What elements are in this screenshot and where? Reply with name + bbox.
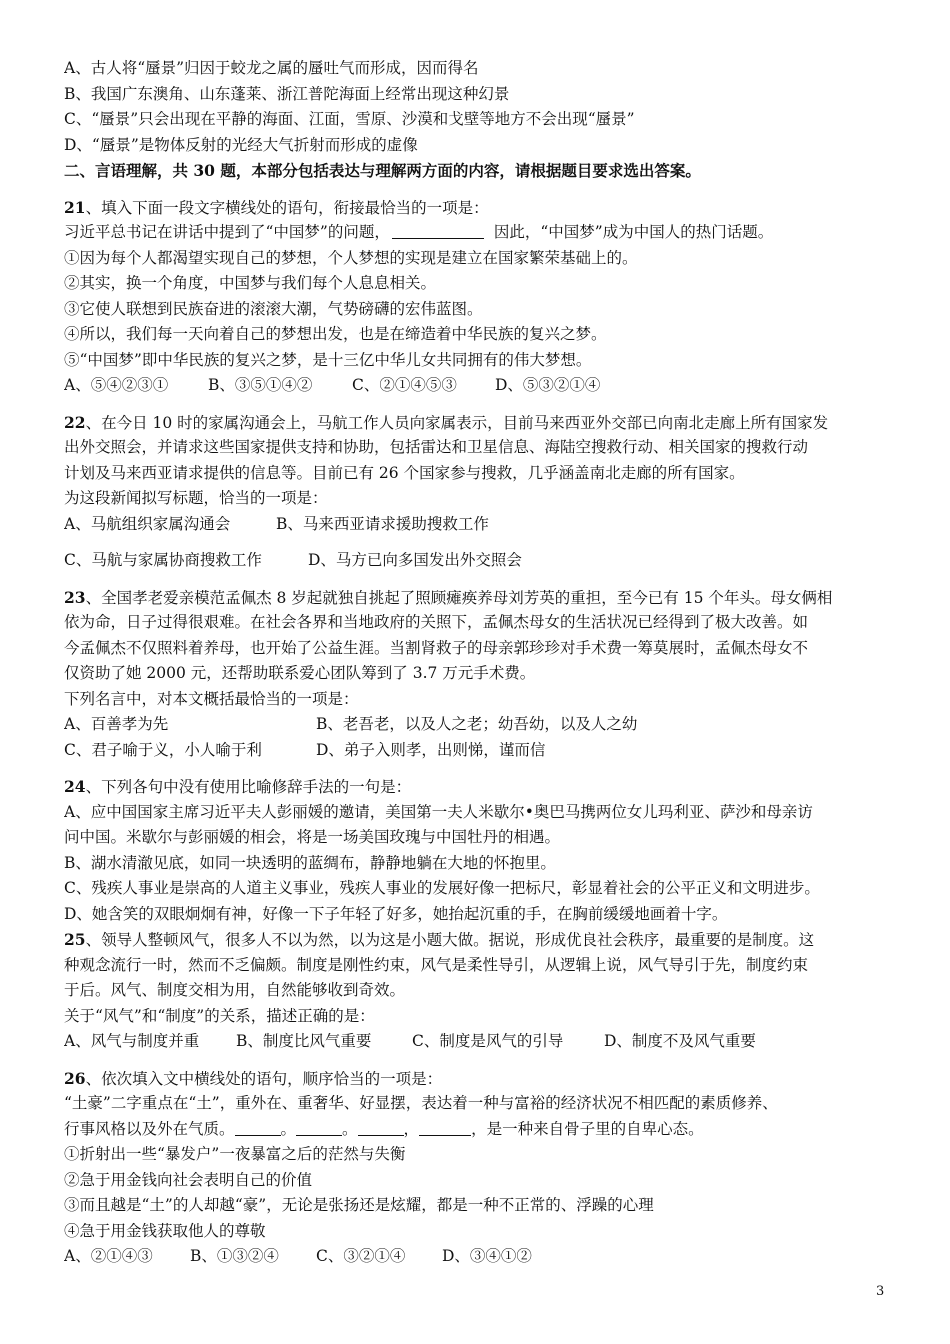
q24-option-c: C、残疾人事业是崇高的人道主义事业，残疾人事业的发展好像一把标尺，彰显着社会的公平正义和文明进步。 bbox=[64, 879, 820, 897]
q26-options bbox=[64, 1244, 894, 1270]
q20-option-a: A、古人将“蜃景”归因于蛟龙之属的蜃吐气而形成，因而得名 bbox=[64, 59, 479, 77]
q21-blank bbox=[392, 221, 484, 239]
q21-item: ⑤“中国梦”即中华民族的复兴之梦，是十三亿中华儿女共同拥有的伟大梦想。 bbox=[64, 350, 592, 369]
q26-stem: 26、依次填入文中横线处的语句，顺序恰当的一项是： bbox=[64, 1068, 443, 1088]
q25-stem: 25、领导人整顿风气，很多人不以为然，以为这是小题大做。据说，形成优良社会秩序，最重要的是制度。这 bbox=[64, 930, 815, 949]
q26-blank-2 bbox=[296, 1118, 342, 1136]
q26-option-d: D、③④①② bbox=[442, 1247, 532, 1265]
q22-number: 22 bbox=[64, 412, 86, 432]
q26-blank-1 bbox=[235, 1118, 281, 1136]
q23-option-d: D、弟子入则孝，出则悌，谨而信 bbox=[316, 740, 546, 759]
q22-options-row1 bbox=[64, 512, 894, 538]
q21-text: 习近平总书记在讲话中提到了“中国梦”的问题， 因此，“中国梦”成为中国人的热门话题。 bbox=[64, 223, 774, 241]
q25-number: 25 bbox=[64, 930, 86, 949]
section-heading: 二、言语理解，共 30 题，本部分包括表达与理解两方面的内容，请根据题目要求选出答案。 bbox=[64, 161, 701, 180]
q21-item: ①因为每个人都渴望实现自己的梦想，个人梦想的实现是建立在国家繁荣基础上的。 bbox=[64, 248, 638, 267]
q21-item: ②其实，换一个角度，中国梦与我们每个人息息相关。 bbox=[64, 274, 437, 292]
q23-options-row2 bbox=[64, 738, 894, 764]
q25-option-b: B、制度比风气重要 bbox=[236, 1032, 372, 1050]
q22-option-c: C、马航与家属协商搜救工作 bbox=[64, 551, 262, 569]
q21-options bbox=[64, 373, 894, 399]
q26-number: 26 bbox=[64, 1068, 86, 1088]
q25-option-d: D、制度不及风气重要 bbox=[604, 1032, 756, 1050]
q21-option-b: B、③⑤①④② bbox=[208, 376, 313, 394]
q21-option-c: C、②①④⑤③ bbox=[352, 376, 457, 394]
q20-option-c: C、“蜃景”只会出现在平静的海面、江面，雪原、沙漠和戈壁等地方不会出现“蜃景” bbox=[64, 110, 635, 128]
q21-option-d: D、⑤③②①④ bbox=[495, 376, 601, 394]
q23-line: 今孟佩杰不仅照料着养母，也开始了公益生涯。当割肾救子的母亲郭珍珍对手术费一筹莫展时，孟佩杰母女不 bbox=[64, 638, 809, 657]
q25-line: 关于“风气”和“制度”的关系，描述正确的是： bbox=[64, 1006, 375, 1025]
q25-options bbox=[64, 1029, 894, 1055]
q22-option-d: D、马方已向多国发出外交照会 bbox=[308, 551, 522, 569]
q23-number: 23 bbox=[64, 587, 86, 607]
q25-line: 种观念流行一时，然而不乏偏颇。制度是刚性约束，风气是柔性导引，从逻辑上说，风气导引于先，制度约束 bbox=[64, 955, 809, 974]
q23-option-b: B、老吾老，以及人之老；幼吾幼，以及人之幼 bbox=[316, 715, 638, 733]
q26-line-blanks: 行事风格以及外在气质。 。 。 ， ，是一种来自骨子里的自卑心态。 bbox=[64, 1119, 704, 1138]
q23-stem: 23、全国孝老爱亲模范孟佩杰 8 岁起就独自挑起了照顾瘫痪养母刘芳英的重担，至今已有 15 个年头。母女俩相 bbox=[64, 587, 833, 607]
q23-line: 依为命，日子过得很艰难。在社会各界和当地政府的关照下，孟佩杰母女的生活状况已经得到了极大改善。如 bbox=[64, 613, 809, 631]
q26-blank-3 bbox=[358, 1118, 404, 1136]
q22-option-b: B、马来西亚请求援助搜救工作 bbox=[276, 514, 489, 533]
q26-item: ①折射出一些“暴发户”一夜暴富之后的茫然与失衡 bbox=[64, 1145, 406, 1163]
q22-options-row2 bbox=[64, 548, 894, 574]
q21-number: 21 bbox=[64, 197, 86, 217]
q26-item: ②急于用金钱向社会表明自己的价值 bbox=[64, 1170, 313, 1189]
q26-option-b: B、①③②④ bbox=[190, 1247, 279, 1265]
q22-line: 出外交照会，并请求这些国家提供支持和协助，包括雷达和卫星信息、海陆空搜救行动、相关国家的搜救行动 bbox=[64, 438, 809, 456]
q25-option-a: A、风气与制度并重 bbox=[64, 1032, 200, 1050]
page-number: 3 bbox=[876, 1284, 885, 1299]
q26-option-c: C、③②①④ bbox=[316, 1247, 406, 1265]
q26-line: “土豪”二字重点在“土”，重外在、重奢华、好显摆，表达着一种与富裕的经济状况不相匹配的素质修养、 bbox=[64, 1094, 778, 1112]
q24-option-d: D、她含笑的双眼炯炯有神，好像一下子年轻了好多，她抬起沉重的手，在胸前缓缓地画着十字。 bbox=[64, 904, 728, 923]
q24-option-a-cont: 问中国。米歇尔与彭丽媛的相会，将是一场美国玫瑰与中国牡丹的相遇。 bbox=[64, 828, 561, 846]
q22-option-a: A、马航组织家属沟通会 bbox=[64, 514, 231, 533]
q22-line: 计划及马来西亚请求提供的信息等。目前已有 26 个国家参与搜救，几乎涵盖南北走廊的所有国家。 bbox=[64, 463, 745, 482]
q24-option-a: A、应中国国家主席习近平夫人彭丽媛的邀请，美国第一夫人米歇尔•奥巴马携两位女儿玛利亚、萨沙和母亲访 bbox=[64, 802, 813, 821]
q26-blank-4 bbox=[419, 1118, 471, 1136]
q26-item: ④急于用金钱获取他人的尊敬 bbox=[64, 1221, 266, 1240]
q26-option-a: A、②①④③ bbox=[64, 1247, 153, 1265]
q21-item: ④所以，我们每一天向着自己的梦想出发，也是在缔造着中华民族的复兴之梦。 bbox=[64, 325, 607, 343]
q23-line: 下列名言中，对本文概括最恰当的一项是： bbox=[64, 689, 359, 708]
q25-option-c: C、制度是风气的引导 bbox=[412, 1032, 564, 1050]
q26-item: ③而且越是“土”的人却越“豪”，无论是张扬还是炫耀，都是一种不正常的、浮躁的心理 bbox=[64, 1196, 654, 1214]
q24-stem: 24、下列各句中没有使用比喻修辞手法的一句是： bbox=[64, 777, 412, 796]
q23-option-a: A、百善孝为先 bbox=[64, 715, 169, 733]
q21-option-a: A、⑤④②③① bbox=[64, 376, 169, 394]
q23-option-c: C、君子喻于义，小人喻于利 bbox=[64, 740, 262, 759]
q21-stem: 21、填入下面一段文字横线处的语句，衔接最恰当的一项是： bbox=[64, 197, 489, 217]
q20-option-d: D、“蜃景”是物体反射的光经大气折射而形成的虚像 bbox=[64, 135, 418, 154]
q20-option-b: B、我国广东澳角、山东蓬莱、浙江普陀海面上经常出现这种幻景 bbox=[64, 84, 510, 103]
q24-number: 24 bbox=[64, 777, 86, 796]
q22-stem: 22、在今日 10 时的家属沟通会上，马航工作人员向家属表示，目前马来西亚外交部已向南北走廊上所有国家发 bbox=[64, 412, 829, 432]
q25-line: 于后。风气、制度交相为用，自然能够收到奇效。 bbox=[64, 981, 406, 999]
q21-item: ③它使人联想到民族奋进的滚滚大潮，气势磅礴的宏伟蓝图。 bbox=[64, 299, 483, 318]
q22-line: 为这段新闻拟写标题，恰当的一项是： bbox=[64, 489, 328, 507]
page-content bbox=[64, 56, 894, 1270]
q24-option-b: B、湖水清澈见底，如同一块透明的蓝绸布，静静地躺在大地的怀抱里。 bbox=[64, 853, 556, 872]
q23-line: 仅资助了她 2000 元，还帮助联系爱心团队筹到了 3.7 万元手术费。 bbox=[64, 664, 536, 682]
q23-options-row1 bbox=[64, 712, 894, 738]
